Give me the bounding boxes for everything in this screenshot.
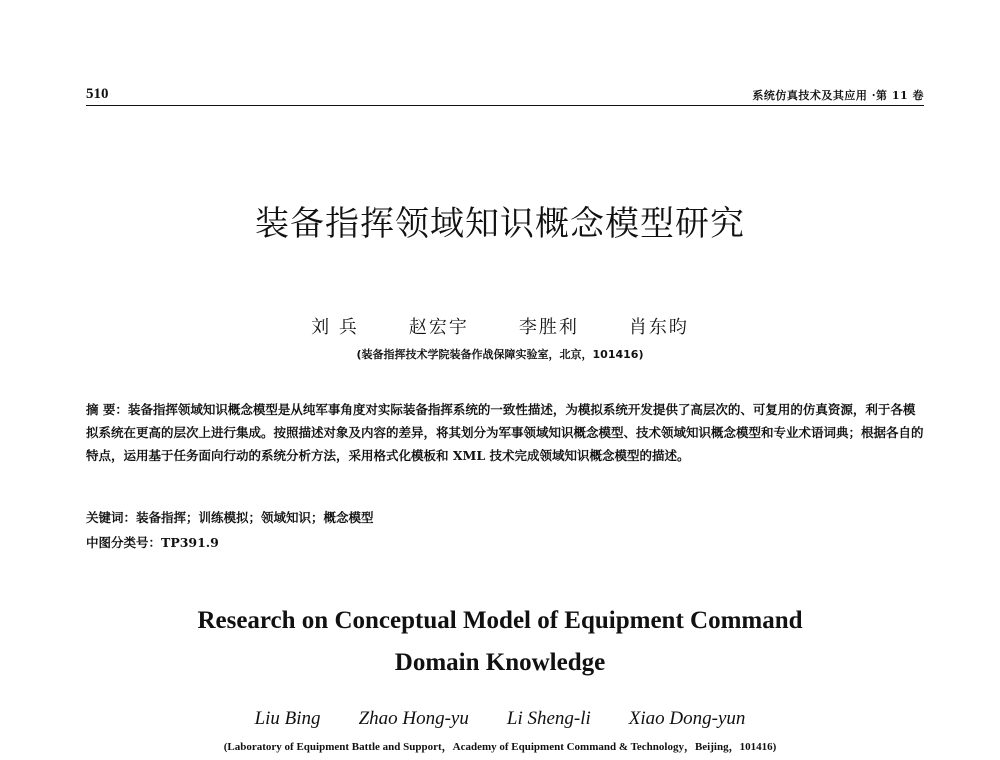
classification-line xyxy=(86,533,219,551)
english-author-list xyxy=(0,708,1000,730)
english-affiliation: (Laboratory of Equipment Battle and Support，Academy of Equipment Command & Technology，Beijing，101416) xyxy=(223,741,777,753)
english-author: Zhao Hong-yu xyxy=(358,708,469,729)
abstract-label: 摘 要： xyxy=(86,402,128,417)
keywords-text: 装备指挥；训练模拟；领域知识；概念模型 xyxy=(136,510,374,525)
running-header xyxy=(86,84,924,106)
classification-code: TP391.9 xyxy=(161,535,219,550)
chinese-author: 李胜利 xyxy=(518,317,579,338)
chinese-abstract xyxy=(86,398,924,467)
english-author: Liu Bing xyxy=(254,708,321,729)
keywords-label: 关键词： xyxy=(86,510,137,525)
chinese-affiliation: (装备指挥技术学院装备作战保障实验室，北京，101416) xyxy=(356,348,644,361)
chinese-author: 肖东昀 xyxy=(628,317,689,338)
english-title xyxy=(0,600,1000,684)
english-title-line: Research on Conceptual Model of Equipment Command xyxy=(197,607,803,634)
keywords-line xyxy=(86,508,374,526)
chinese-author: 刘 兵 xyxy=(311,317,359,338)
chinese-author-list xyxy=(0,313,1000,339)
chinese-author: 赵宏宇 xyxy=(408,317,469,338)
english-author: Xiao Dong-yun xyxy=(628,708,746,729)
chinese-title: 装备指挥领域知识概念模型研究 xyxy=(255,204,745,244)
page-number: 510 xyxy=(86,86,109,102)
classification-label: 中图分类号： xyxy=(86,535,162,550)
abstract-text: 装备指挥领域知识概念模型是从纯军事角度对实际装备指挥系统的一致性描述，为模拟系统开发提供了高层次的、可复用的仿真资源，利于各模拟系统在更高的层次上进行集成。按照描述对象及内容的差异，将其划分为军事领域知识概念模型、技术领域知识概念模型和专业术语词典；根据各自的特点，运用基于任务面向行动的系统分析方法，采用格式化模板和 XML 技术完成领域知识概念模型的描述。 xyxy=(86,402,924,463)
english-title-line: Domain Knowledge xyxy=(394,649,606,676)
english-author: Li Sheng-li xyxy=(506,708,591,729)
journal-running-title: 系统仿真技术及其应用 ·第 11 卷 xyxy=(752,89,924,102)
